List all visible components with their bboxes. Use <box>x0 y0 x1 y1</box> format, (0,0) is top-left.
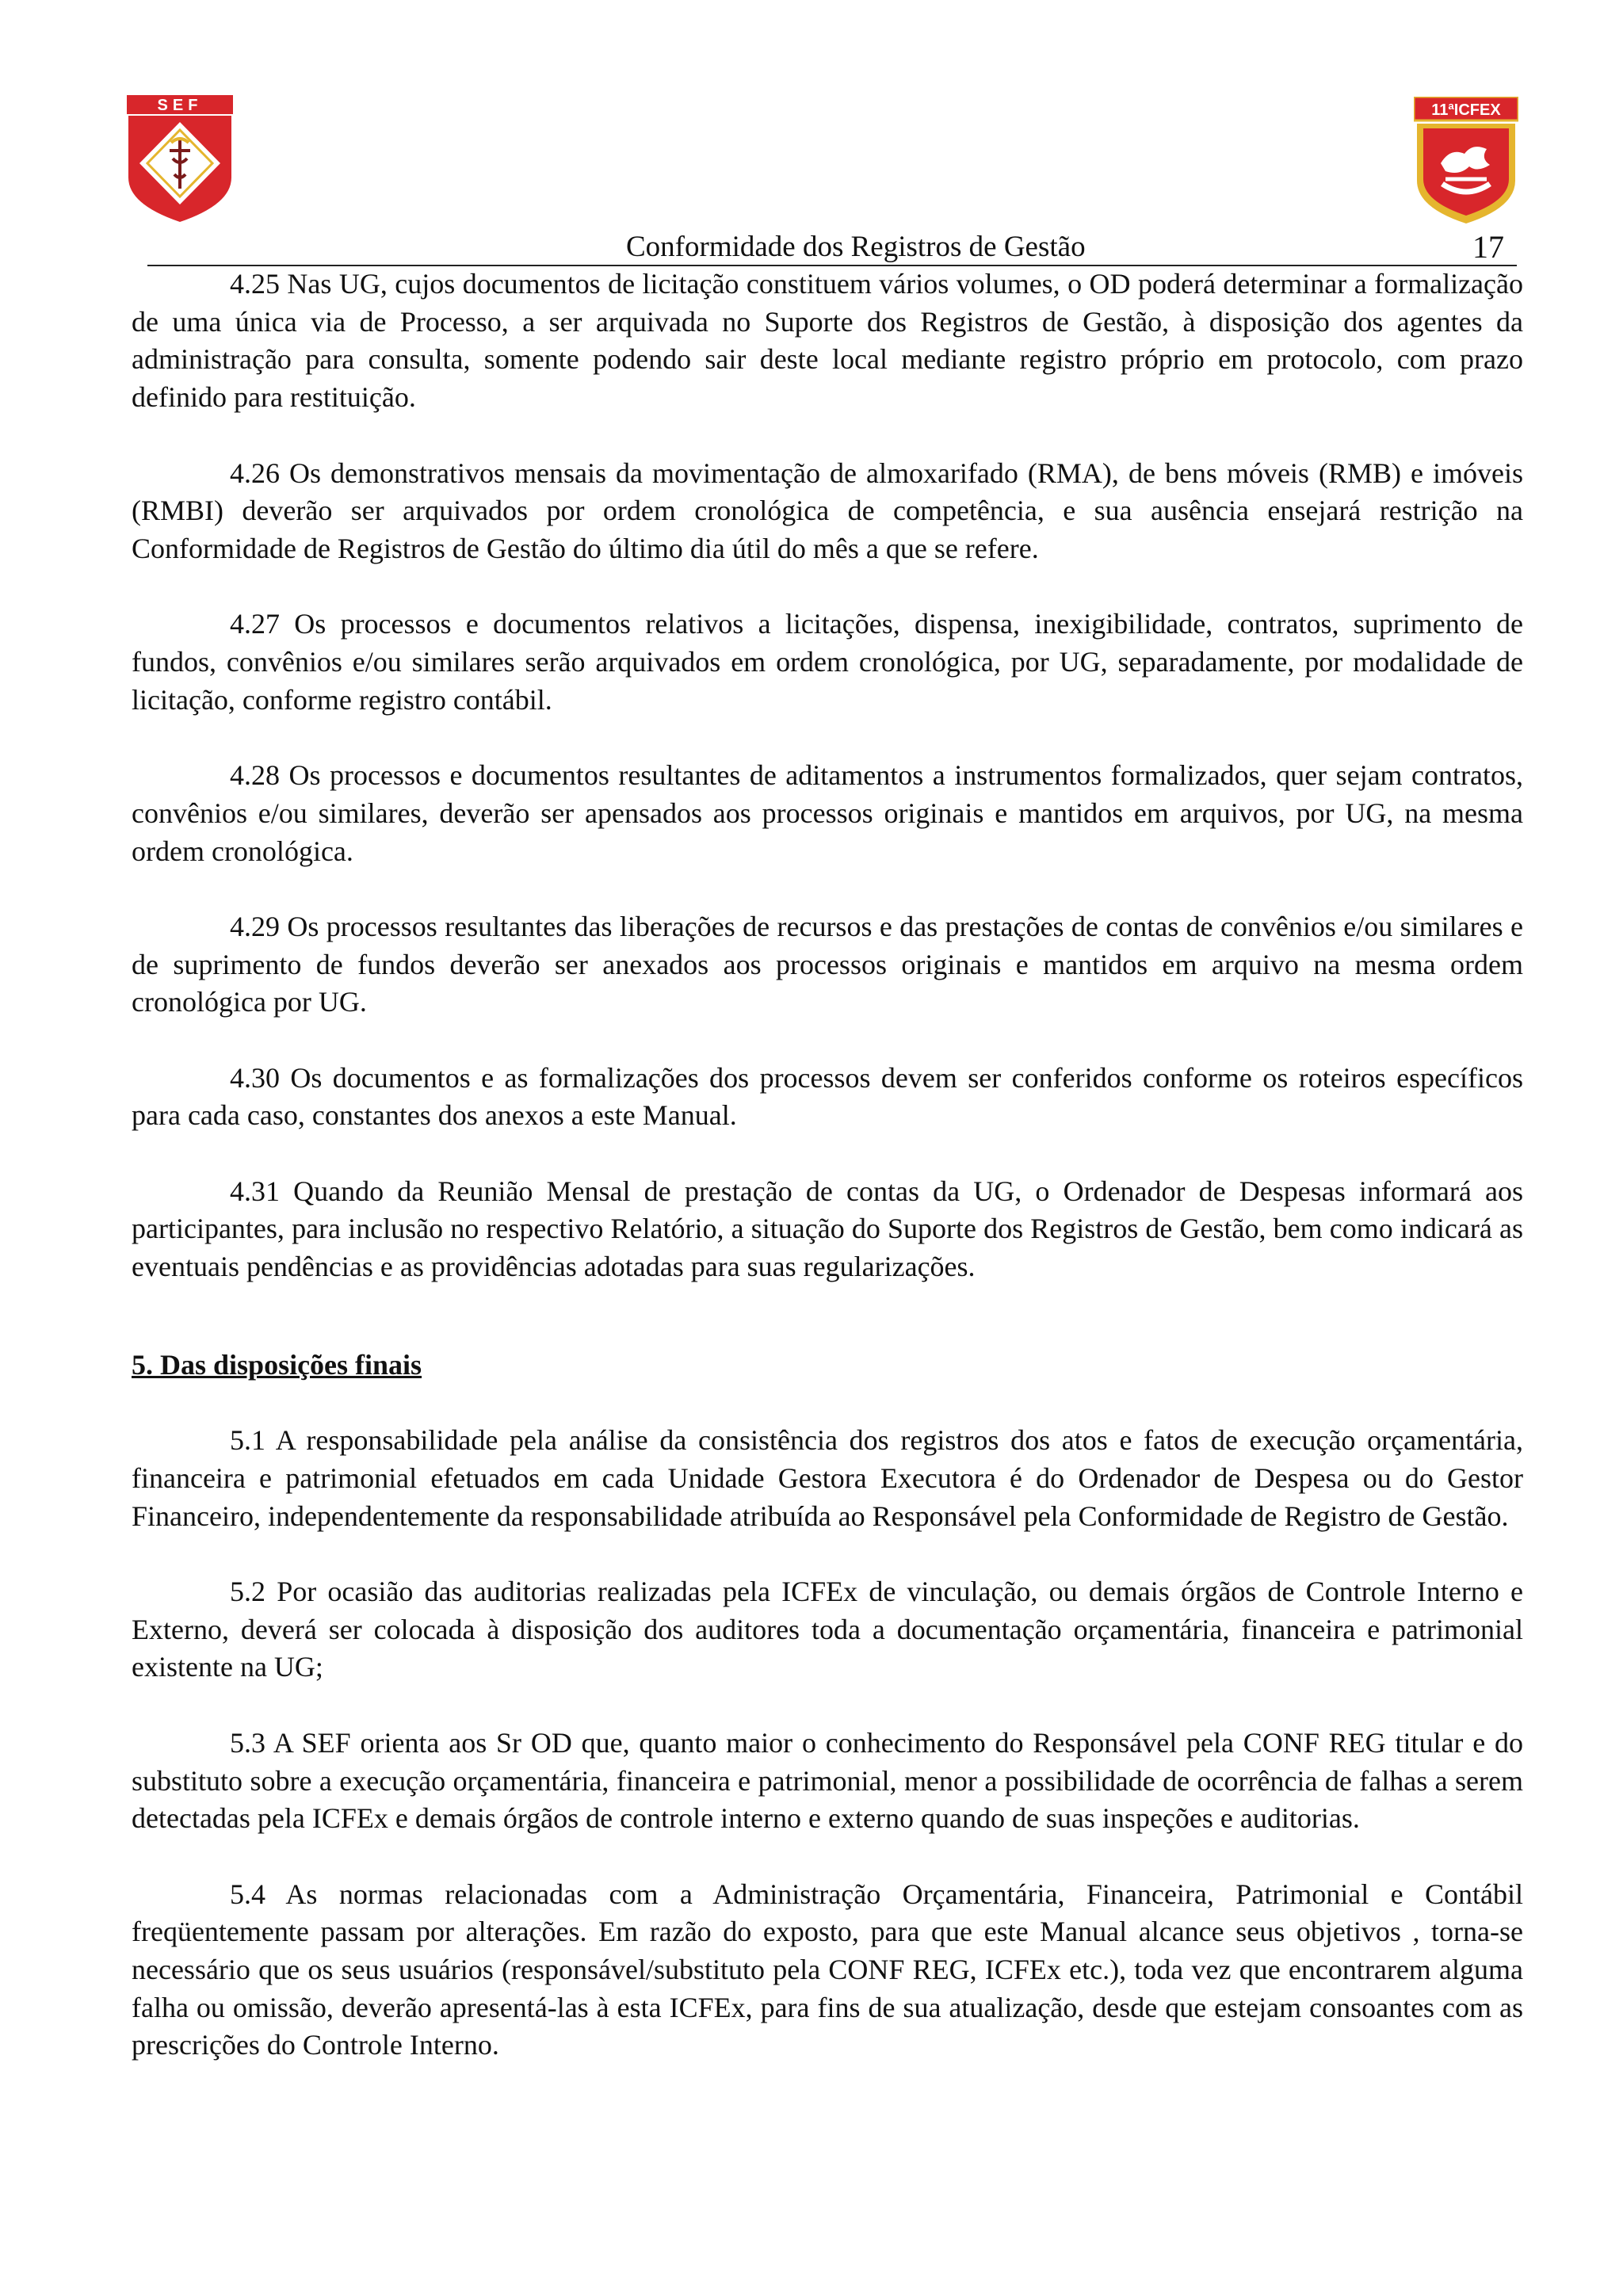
paragraph-5-2: 5.2 Por ocasião das auditorias realizadas pela ICFEx de vinculação, ou demais órgãos de Controle Interno e Externo, deverá ser colocada à disposição dos auditores toda a documentação orçamentária, financeira e patrimonial existente na UG; <box>132 1576 1523 1683</box>
icfex-logo-text: 11ªICFEX <box>1431 101 1501 119</box>
page-number: 17 <box>1472 229 1504 265</box>
icfex-shield-logo <box>1414 97 1518 225</box>
paragraph-5-4: 5.4 As normas relacionadas com a Administração Orçamentária, Financeira, Patrimonial e Contábil freqüentemente passam por alterações. Em razão do exposto, para que este Manual alcance seus objetivos , torna-se necessário que os seus usuários (responsável/substituto pela CONF REG, ICFEx etc.), toda vez que encontrarem alguma falha ou omissão, deverão apresentá-las à esta ICFEx, para fins de sua atualização, desde que estejam consoantes com as prescrições do Controle Interno. <box>132 1878 1523 2061</box>
paragraph-5-1: 5.1 A responsabilidade pela análise da consistência dos registros dos atos e fatos de execução orçamentária, financeira e patrimonial efetuados em cada Unidade Gestora Executora é do Ordenador de Despesa ou do Gestor Financeiro, independentemente da responsabilidade atribuída ao Responsável pela Conformidade de Registro de Gestão. <box>132 1424 1523 1532</box>
header-title: Conformidade dos Registros de Gestão <box>626 231 1086 263</box>
paragraph-4-27: 4.27 Os processos e documentos relativos a licitações, dispensa, inexigibilidade, contratos, suprimento de fundos, convênios e/ou similares serão arquivados em ordem cronológica, por UG, separadamente, por modalidade de licitação, conforme registro contábil. <box>132 608 1523 716</box>
paragraph-4-30: 4.30 Os documentos e as formalizações dos processos devem ser conferidos conforme os roteiros específicos para cada caso, constantes dos anexos a este Manual. <box>132 1061 1523 1132</box>
paragraph-4-26: 4.26 Os demonstrativos mensais da movimentação de almoxarifado (RMA), de bens móveis (RMB) e imóveis (RMBI) deverão ser arquivados por ordem cronológica de competência, e sua ausência ensejará restrição na Conformidade de Registros de Gestão do último dia útil do mês a que se refere. <box>132 457 1523 564</box>
sef-logo-text: SEF <box>157 97 203 114</box>
sef-shield-logo <box>127 95 233 223</box>
section-title-5: 5. Das disposições finais <box>132 1348 422 1381</box>
paragraph-4-29: 4.29 Os processos resultantes das liberações de recursos e das prestações de contas de convênios e/ou similares e de suprimento de fundos deverão ser anexados aos processos originais e mantidos em arquivo na mesma ordem cronológica por UG. <box>132 910 1523 1018</box>
paragraph-4-31: 4.31 Quando da Reunião Mensal de prestação de contas da UG, o Ordenador de Despesas informará aos participantes, para inclusão no respectivo Relatório, a situação do Suporte dos Registros de Gestão, bem como indicará as eventuais pendências e as providências adotadas para suas regularizações. <box>132 1175 1523 1283</box>
paragraph-4-25: 4.25 Nas UG, cujos documentos de licitação constituem vários volumes, o OD poderá determinar a formalização de uma única via de Processo, a ser arquivada no Suporte dos Registros de Gestão, à disposição dos agentes da administração para consulta, somente podendo sair deste local mediante registro próprio em protocolo, com prazo definido para restituição. <box>132 268 1523 414</box>
document-body <box>132 266 1523 2103</box>
paragraph-4-28: 4.28 Os processos e documentos resultantes de aditamentos a instrumentos formalizados, quer sejam contratos, convênios e/ou similares, deverão ser apensados aos processos originais e mantidos em arquivos, por UG, na mesma ordem cronológica. <box>132 759 1523 867</box>
running-header <box>147 228 1517 266</box>
paragraph-5-3: 5.3 A SEF orienta aos Sr OD que, quanto maior o conhecimento do Responsável pela CONF REG titular e do substituto sobre a execução orçamentária, financeira e patrimonial, menor a possibilidade de ocorrência de falhas a serem detectadas pela ICFEx e demais órgãos de controle interno e externo quando de suas inspeções e auditorias. <box>132 1726 1523 1835</box>
